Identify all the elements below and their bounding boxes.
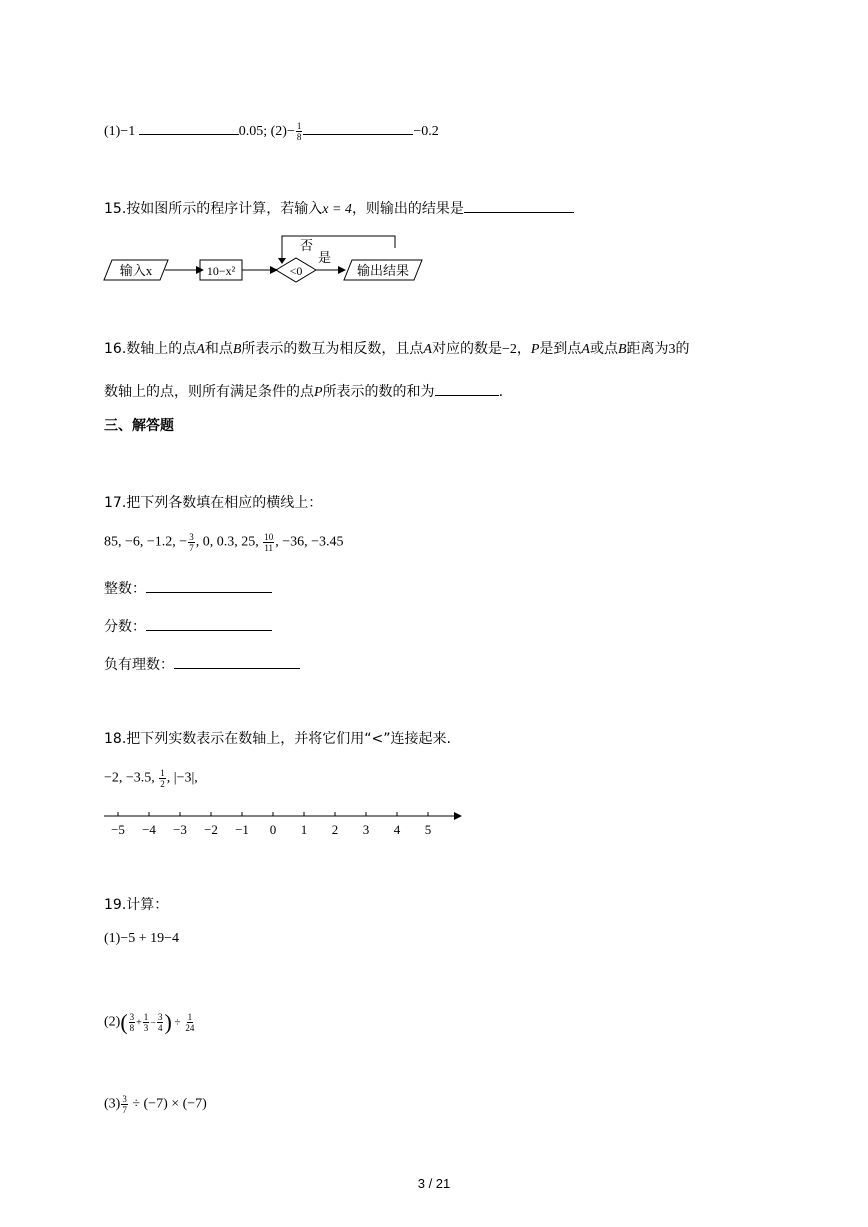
q17-fraction-1 [188,532,195,553]
q16-blank[interactable] [435,381,499,396]
q16-text: 的 [675,341,690,357]
q14-part2-prefix: (2) [270,124,287,139]
q16-text: 所表示的数互为相反数，且点 [241,341,424,357]
number-line-arrowhead [454,812,462,820]
fraction-numerator: 1 [160,768,165,778]
q14-part1-rhs: 0.05 [238,124,264,139]
q16-text: 距离为 [626,341,669,357]
q19-part-1 [104,930,179,948]
var-b: B [617,342,627,357]
q19-frac-e [121,1094,128,1115]
paren-open: ( [120,1009,128,1035]
q18-nums: , |−3|, [166,770,198,786]
q15-flowchart [100,228,430,288]
number-line-tick-label: 1 [300,822,308,837]
q17-nums: 85, −6, −1.2, [104,534,176,550]
fraction-denominator: 7 [189,543,194,553]
q19-part-2-label: (2) [104,1014,121,1030]
q14-blank-2[interactable] [303,120,413,135]
fraction-numerator: 3 [122,1094,127,1104]
q16-line-1 [104,340,690,359]
q17-nums: , −36, −3.45 [275,534,344,550]
fraction-numerator: 3 [129,1012,135,1022]
fraction-numerator: 1 [187,1012,193,1022]
op-minus: − [150,1017,156,1029]
flow-loop-arrowhead [278,258,286,264]
fraction-denominator: 2 [160,779,165,789]
q19-part-3 [104,1094,207,1115]
q16-text: 数轴上的点，则所有满足条件的点 [104,384,314,400]
q16-line-2 [104,381,503,402]
var-a: A [581,342,590,357]
number-line-tick-label: −3 [173,822,187,837]
q16-text: 对应的数是 [431,341,502,357]
section-heading: 三、解答题 [104,418,174,434]
flow-input-label: 输入x [119,263,153,278]
q17-integers-label: 整数： [104,581,146,597]
q17-negative-label: 负有理数： [104,657,174,673]
fraction-numerator: 1 [143,1012,149,1022]
q17-sign: − [179,534,188,550]
q16-value: −2 [501,342,517,357]
q19-frac-b [143,1012,150,1033]
flow-yes-label: 是 [318,251,332,266]
flow-arrowhead-3 [338,266,346,274]
fraction-numerator: 10 [264,532,274,542]
q16-text: 和点 [204,341,233,357]
q17-negative-row [104,654,300,674]
q19-part-2 [104,1009,196,1035]
q16-text: 所表示的数的和为 [322,384,435,400]
q15-line [104,198,574,219]
fraction-denominator: 7 [122,1105,127,1115]
q16-text: 或点 [589,341,618,357]
q17-fractions-row [104,616,272,636]
fraction-numerator: 3 [189,532,194,542]
q16-text: . [498,384,504,400]
q18-numbers [104,768,198,789]
q18-number-line [100,804,470,844]
fraction-denominator: 11 [264,543,274,553]
q17-fraction-2 [263,532,274,553]
q16-text: 是到点 [539,341,582,357]
q17-title: 17.把下列各数填在相应的横线上： [104,495,323,511]
var-b: B [232,342,242,357]
q14-separator: ; [263,124,268,139]
var-a: A [423,342,432,357]
page-number: 3 / 21 [417,1176,451,1191]
q17-nums: , 0, 0.3, 25, [195,534,259,550]
flow-process-label: 10−x² [206,264,236,278]
fraction-numerator: 1 [296,121,302,132]
number-line-tick-label: −5 [111,822,125,837]
number-line-tick-label: 5 [424,822,432,837]
fraction-denominator: 8 [129,1023,135,1033]
q19-frac-d [184,1012,195,1033]
q14-fraction [296,121,303,142]
q15-blank[interactable] [464,198,574,213]
q17-numbers [104,532,344,553]
number-line-tick-label: 0 [269,822,277,837]
fraction-denominator: 3 [143,1023,149,1033]
var-a: A [196,342,205,357]
flow-output-label: 输出结果 [356,264,410,279]
q17-fractions-blank[interactable] [146,616,272,631]
q18-nums: −2, −3.5, [104,770,155,786]
q17-integers-blank[interactable] [146,578,272,593]
op-divide: ÷ [171,1016,184,1029]
q16-distance: 3 [668,342,676,357]
var-p: P [530,342,540,357]
number-line-tick-label: 4 [393,822,401,837]
q19-title: 19.计算： [104,897,169,913]
q14-blank-1[interactable] [139,120,239,135]
q14-part1-prefix: (1)−1 [104,124,136,139]
q14-part2-rhs: −0.2 [413,124,439,139]
fraction-denominator: 4 [157,1023,163,1033]
q15-prefix: 15.按如图所示的程序计算，若输入 [104,201,323,217]
fraction-numerator: 3 [157,1012,163,1022]
number-line-tick-label: −4 [142,822,156,837]
q19-part-3-label: (3) [104,1096,121,1112]
number-line-tick-label: −2 [204,822,218,837]
q16-text: 16.数轴上的点 [104,341,197,357]
q17-integers-row [104,578,272,598]
number-line-tick-label: 3 [362,822,370,837]
flow-decision-label: <0 [289,264,303,278]
q18-fraction [159,768,166,789]
flow-no-label: 否 [300,239,314,254]
q17-negative-blank[interactable] [174,654,300,669]
q19-part-3-expr: ÷ (−7) × (−7) [128,1096,207,1112]
q14-line [104,120,439,142]
q19-part-1-expr: −5 + 19−4 [120,931,180,946]
q14-part2-minus: − [286,124,295,139]
var-p: P [314,385,323,400]
number-line-tick-label: −1 [235,822,249,837]
number-line-tick-label: 2 [331,822,339,837]
fraction-denominator: 8 [296,132,302,143]
q15-condition: x = 4 [322,202,352,217]
q17-fractions-label: 分数： [104,619,146,635]
paren-close: ) [164,1009,172,1035]
q19-frac-a [129,1012,136,1033]
fraction-denominator: 24 [185,1023,195,1033]
q19-frac-c [157,1012,164,1033]
flow-loop-line [282,236,395,258]
q19-part-1-label: (1) [104,931,121,946]
op-plus: + [136,1017,142,1029]
q18-title: 18.把下列实数表示在数轴上，并将它们用“<”连接起来. [104,731,451,747]
q15-suffix: ，则输出的结果是 [351,201,464,217]
q16-text: ， [516,341,531,357]
